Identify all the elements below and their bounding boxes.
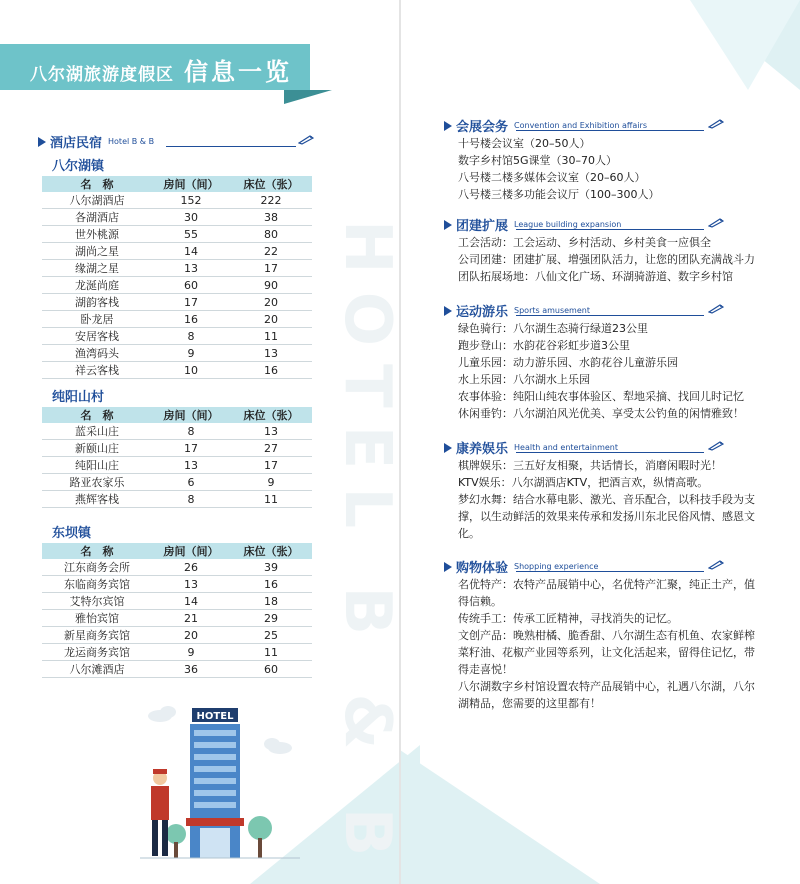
table-cell: 9 (152, 345, 230, 362)
pen-icon (298, 133, 314, 145)
table-row (42, 576, 312, 593)
table-cell: 16 (152, 311, 230, 328)
table-cell: 湖韵客栈 (42, 294, 152, 311)
section-subtitle: Health and entertainment (514, 443, 619, 452)
section-rule (166, 146, 296, 147)
table-cell: 222 (230, 192, 312, 209)
table-cell: 152 (152, 192, 230, 209)
section-rule (516, 229, 704, 230)
body-line: 水上乐园：八尔湖水上乐园 (458, 373, 590, 386)
triangle-bottom-right (400, 750, 600, 884)
table-cell: 13 (230, 423, 312, 440)
table-row (42, 593, 312, 610)
body-line: 数字乡村馆5G课堂（30–70人） (458, 154, 618, 167)
body-line: 八尔湖数字乡村馆设置农特产品展销中心，礼遇八尔湖，八尔 (458, 680, 755, 693)
section-body (458, 457, 755, 542)
table-cell: 14 (152, 243, 230, 260)
body-line: 儿童乐园：动力游乐园、水韵花谷儿童游乐园 (458, 356, 678, 369)
table-cell: 21 (152, 610, 230, 627)
table-cell: 新颐山庄 (42, 440, 152, 457)
table-cell: 9 (152, 644, 230, 661)
pen-icon (708, 117, 724, 129)
table-cell: 8 (152, 423, 230, 440)
section-subtitle: Hotel B & B (108, 137, 155, 146)
table-cell: 燕辉客栈 (42, 491, 152, 508)
hotel-door (200, 828, 230, 858)
table-row (42, 457, 312, 474)
hotel-table-2 (42, 543, 312, 678)
table-cell: 11 (230, 328, 312, 345)
table-row (42, 559, 312, 576)
table-cell: 20 (230, 311, 312, 328)
table-cell: 路亚农家乐 (42, 474, 152, 491)
pen-icon (708, 439, 724, 451)
column-header: 床位（张） (230, 407, 312, 423)
table-row (42, 423, 312, 440)
body-line: 农事体验：纯阳山纯农事体验区、犁地采摘、找回儿时记忆 (458, 390, 744, 403)
table-cell: 14 (152, 593, 230, 610)
table-cell: 25 (230, 627, 312, 644)
table-cell: 18 (230, 593, 312, 610)
table-cell: 80 (230, 226, 312, 243)
bellhop-figure (151, 769, 169, 856)
table-row (42, 311, 312, 328)
section-subtitle: Sports amusement (514, 306, 590, 315)
table-row (42, 226, 312, 243)
section-title: 酒店民宿 (50, 136, 103, 151)
table-cell: 8 (152, 328, 230, 345)
tree-icon (248, 816, 272, 858)
table-row (42, 192, 312, 209)
banner-fold (284, 90, 332, 104)
section-subtitle: League building expansion (514, 220, 622, 229)
table-row (42, 644, 312, 661)
section-title: 康养娱乐 (456, 442, 509, 457)
table-cell: 湖尚之星 (42, 243, 152, 260)
table-row (42, 277, 312, 294)
tree-icon (166, 824, 186, 858)
town-title: 东坝镇 (52, 526, 92, 541)
body-line: 梦幻水舞：结合水幕电影、激光、音乐配合，以科技手段为支 (458, 493, 755, 506)
table-cell: 卧龙居 (42, 311, 152, 328)
table-cell: 世外桃源 (42, 226, 152, 243)
table-cell: 13 (152, 576, 230, 593)
watermark-text: HOTEL B & B (330, 220, 404, 875)
table-cell: 17 (230, 457, 312, 474)
table-row (42, 474, 312, 491)
table-cell: 16 (230, 362, 312, 379)
table-cell: 蓝采山庄 (42, 423, 152, 440)
body-line: 团队拓展场地：八仙文化广场、环湖骑游道、数字乡村馆 (458, 270, 733, 283)
table-cell: 龙涎尚庭 (42, 277, 152, 294)
table-cell: 39 (230, 559, 312, 576)
section-title: 团建扩展 (456, 219, 509, 234)
table-row (42, 627, 312, 644)
table-cell: 艾特尔宾馆 (42, 593, 152, 610)
table-cell: 渔湾码头 (42, 345, 152, 362)
table-cell: 17 (230, 260, 312, 277)
section-rule (516, 452, 704, 453)
table-cell: 8 (152, 491, 230, 508)
table-cell: 20 (152, 627, 230, 644)
body-line: 绿色骑行：八尔湖生态骑行绿道23公里 (458, 322, 648, 335)
town-title: 纯阳山村 (52, 390, 105, 405)
section-rule (516, 571, 704, 572)
column-header: 名 称 (42, 407, 152, 423)
column-header: 房间（间） (152, 543, 230, 559)
cloud-icon (264, 738, 292, 754)
body-line: 传统手工：传承工匠精神，寻找消失的记忆。 (458, 612, 678, 625)
section-title: 购物体验 (456, 561, 509, 576)
table-cell: 26 (152, 559, 230, 576)
table-cell: 雅怡宾馆 (42, 610, 152, 627)
hotel-sign-text: HOTEL (196, 711, 234, 722)
table-row (42, 345, 312, 362)
table-cell: 20 (230, 294, 312, 311)
section-body (458, 320, 744, 422)
table-cell: 缘湖之星 (42, 260, 152, 277)
column-header: 名 称 (42, 543, 152, 559)
table-cell: 17 (152, 294, 230, 311)
body-line: 十号楼会议室（20–50人） (458, 137, 591, 150)
section-3 (444, 437, 724, 455)
table-cell: 27 (230, 440, 312, 457)
title-big: 信息一览 (184, 58, 292, 86)
body-line: 湖精品，您需要的这里都有！ (458, 697, 601, 710)
table-header-row (42, 176, 312, 192)
section-body (458, 234, 755, 285)
table-row (42, 209, 312, 226)
table-cell: 13 (230, 345, 312, 362)
table-cell: 龙运商务宾馆 (42, 644, 152, 661)
body-line: 名优特产：农特产品展销中心，名优特产汇聚，纯正土产，值 (458, 578, 755, 591)
column-header: 房间（间） (152, 407, 230, 423)
table-row (42, 491, 312, 508)
table-cell: 17 (152, 440, 230, 457)
column-header: 名 称 (42, 176, 152, 192)
table-cell: 60 (230, 661, 312, 678)
arrow-icon (444, 443, 452, 453)
table-cell: 八尔滩酒店 (42, 661, 152, 678)
table-cell: 30 (152, 209, 230, 226)
body-line: 八号楼二楼多媒体会议室（20–60人） (458, 171, 646, 184)
body-line: 休闲垂钓：八尔湖泊风光优美、享受太公钓鱼的闲情雅致！ (458, 407, 744, 420)
section-2 (444, 300, 724, 318)
table-cell: 江东商务会所 (42, 559, 152, 576)
table-cell: 八尔湖酒店 (42, 192, 152, 209)
pen-icon (708, 558, 724, 570)
hotel-table-0 (42, 176, 312, 379)
table-cell: 11 (230, 491, 312, 508)
body-line: 工会活动：工会运动、乡村活动、乡村美食一应俱全 (458, 236, 711, 249)
table-row (42, 260, 312, 277)
body-line: 公司团建：团建扩展、增强团队活力，让您的团队充满战斗力 (458, 253, 755, 266)
corner-triangle-top (690, 0, 800, 90)
table-cell: 东临商务宾馆 (42, 576, 152, 593)
table-cell: 安居客栈 (42, 328, 152, 345)
hotel-table-1 (42, 407, 312, 508)
title-small: 八尔湖旅游度假区 (30, 65, 174, 85)
section-rule (516, 315, 704, 316)
table-cell: 13 (152, 457, 230, 474)
arrow-icon (38, 137, 46, 147)
section-rule (516, 130, 704, 131)
body-line: 文创产品：晚熟柑橘、脆香甜、八尔湖生态有机鱼、农家鲜榨 (458, 629, 755, 642)
column-header: 床位（张） (230, 176, 312, 192)
table-cell: 11 (230, 644, 312, 661)
table-cell: 36 (152, 661, 230, 678)
column-header: 床位（张） (230, 543, 312, 559)
table-row (42, 440, 312, 457)
table-cell: 16 (230, 576, 312, 593)
column-header: 房间（间） (152, 176, 230, 192)
table-cell: 祥云客栈 (42, 362, 152, 379)
section-4 (444, 556, 724, 574)
body-line: 八号楼三楼多功能会议厅（100–300人） (458, 188, 660, 201)
body-line: 菜籽油、花椒产业园等系列，让文化活起来，留得住记忆，带 (458, 646, 755, 659)
section-title: 会展会务 (456, 120, 509, 135)
body-line: 得走喜悦！ (458, 663, 513, 676)
table-cell: 新星商务宾馆 (42, 627, 152, 644)
page-title (30, 52, 292, 87)
section-0 (444, 115, 724, 133)
table-cell: 6 (152, 474, 230, 491)
table-header-row (42, 407, 312, 423)
section-title: 运动游乐 (456, 305, 509, 320)
town-title: 八尔湖镇 (52, 159, 105, 174)
table-row (42, 661, 312, 678)
arrow-icon (444, 121, 452, 131)
section-1 (444, 214, 724, 232)
hotel-awning (186, 818, 244, 826)
body-line: 棋牌娱乐：三五好友相聚，共话情长，消磨闲暇时光！ (458, 459, 722, 472)
arrow-icon (444, 220, 452, 230)
body-line: 得信赖。 (458, 595, 502, 608)
body-line: KTV娱乐：八尔湖酒店KTV，把酒言欢，纵情高歌。 (458, 476, 709, 489)
arrow-icon (444, 562, 452, 572)
section-subtitle: Shopping experience (514, 562, 599, 571)
table-row (42, 362, 312, 379)
section-subtitle: Convention and Exhibition affairs (514, 121, 647, 130)
pen-icon (708, 216, 724, 228)
table-cell: 10 (152, 362, 230, 379)
table-cell: 13 (152, 260, 230, 277)
table-cell: 38 (230, 209, 312, 226)
table-cell: 55 (152, 226, 230, 243)
section-body (458, 135, 660, 203)
table-row (42, 294, 312, 311)
pen-icon (708, 302, 724, 314)
table-header-row (42, 543, 312, 559)
table-cell: 22 (230, 243, 312, 260)
section-body (458, 576, 755, 712)
cloud-icon (148, 706, 176, 722)
hotel-illustration (140, 700, 300, 870)
body-line: 撑，以生动鲜活的效果来传承和发扬川东北民俗风情、感恩文 (458, 510, 755, 523)
table-cell: 90 (230, 277, 312, 294)
table-cell: 纯阳山庄 (42, 457, 152, 474)
body-line: 跑步登山：水韵花谷彩虹步道3公里 (458, 339, 630, 352)
table-cell: 各湖酒店 (42, 209, 152, 226)
table-cell: 29 (230, 610, 312, 627)
section-hotel (38, 131, 314, 149)
table-row (42, 328, 312, 345)
table-cell: 9 (230, 474, 312, 491)
arrow-icon (444, 306, 452, 316)
table-row (42, 610, 312, 627)
body-line: 化。 (458, 527, 480, 540)
table-row (42, 243, 312, 260)
table-cell: 60 (152, 277, 230, 294)
